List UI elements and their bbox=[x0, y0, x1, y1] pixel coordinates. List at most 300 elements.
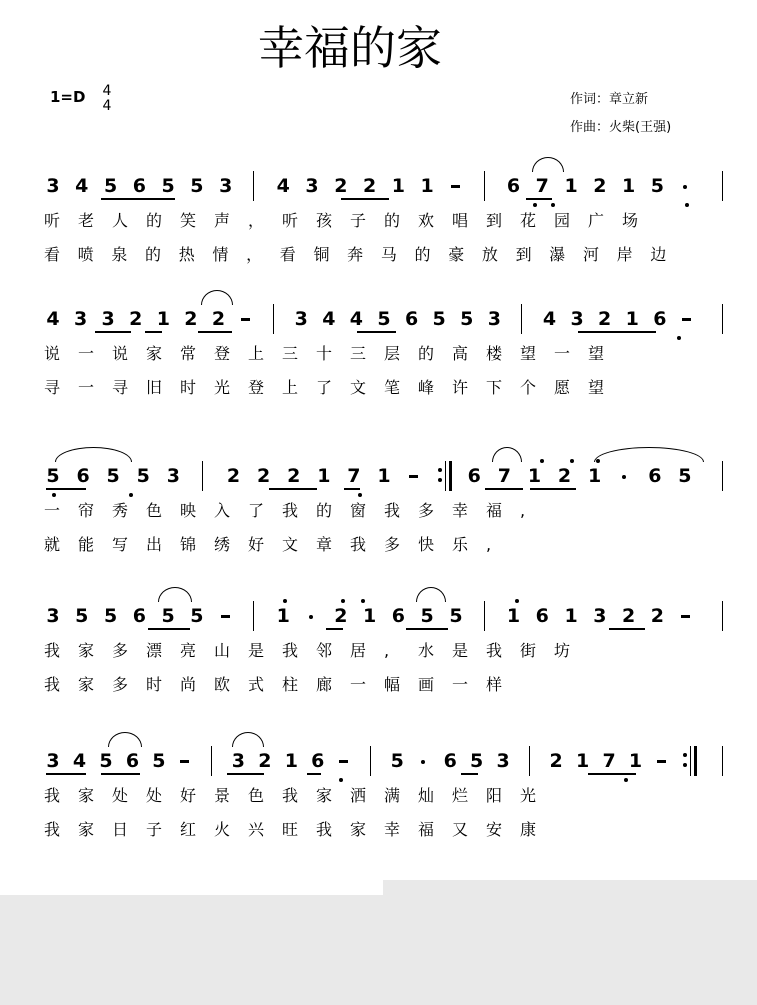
note: 3 bbox=[593, 605, 607, 627]
note: 1 bbox=[588, 465, 602, 487]
note: 6 bbox=[132, 605, 146, 627]
lyric-char: 喷 bbox=[77, 245, 94, 264]
dash-hold bbox=[682, 318, 691, 321]
underline-beam bbox=[148, 628, 190, 630]
bar-line bbox=[253, 601, 254, 631]
lyric-char: 一 bbox=[78, 344, 95, 363]
bar-line-end bbox=[722, 171, 723, 201]
note: 3 bbox=[305, 175, 319, 197]
lyric-char: 常 bbox=[180, 344, 197, 363]
lyric-char: 家 bbox=[78, 675, 95, 694]
note: 5 bbox=[103, 175, 118, 197]
underline-beam bbox=[46, 773, 86, 775]
lyric-char: , bbox=[520, 501, 526, 520]
slur-mark bbox=[594, 447, 704, 462]
note: 3 bbox=[166, 465, 180, 487]
lyric-char: 阳 bbox=[486, 786, 503, 805]
bar-line-end bbox=[722, 461, 723, 491]
lyric-char: 山 bbox=[214, 641, 231, 660]
bar-line bbox=[253, 171, 254, 201]
note: 2 bbox=[593, 175, 607, 197]
lyric-char: 的 bbox=[418, 344, 435, 363]
lyric-char: 处 bbox=[146, 786, 163, 805]
lyric-char: 的 bbox=[145, 245, 162, 264]
key-signature: 1=D bbox=[50, 88, 86, 106]
lyric-char: ， bbox=[246, 245, 263, 264]
lyric-char: 坊 bbox=[554, 641, 571, 660]
note: 5 bbox=[99, 750, 113, 772]
note: 2 bbox=[598, 308, 612, 330]
time-signature bbox=[101, 84, 113, 114]
lyric-char: 幸 bbox=[452, 501, 469, 520]
lyric-char: 马 bbox=[380, 245, 397, 264]
dash-hold bbox=[241, 318, 250, 321]
note: 5 bbox=[190, 175, 204, 197]
lyric-char: 街 bbox=[520, 641, 537, 660]
octave-dot-below bbox=[677, 336, 681, 340]
octave-dot-above bbox=[540, 459, 544, 463]
lyric-char: 烂 bbox=[452, 786, 469, 805]
lyric-char: 我 bbox=[384, 501, 401, 520]
note: 6 bbox=[648, 465, 662, 487]
lyric-char: 灿 bbox=[418, 786, 435, 805]
repeat-bar-thin bbox=[445, 461, 446, 491]
repeat-bar-thin bbox=[690, 746, 691, 776]
dash-hold bbox=[180, 760, 189, 763]
lyric-char: 望 bbox=[588, 378, 605, 397]
lyric-char: 河 bbox=[582, 245, 599, 264]
note: 3 bbox=[46, 750, 60, 772]
note: 1 bbox=[564, 175, 578, 197]
lyric-char: 寻 bbox=[44, 378, 61, 397]
note: 5 bbox=[152, 750, 166, 772]
note: 5 bbox=[470, 750, 484, 772]
repeat-dot bbox=[683, 763, 687, 767]
note: 4 bbox=[349, 308, 364, 330]
lyric-char: 康 bbox=[520, 820, 537, 839]
lyric-char: 好 bbox=[248, 535, 265, 554]
note: 5 bbox=[103, 605, 118, 627]
lyric-char: 高 bbox=[452, 344, 469, 363]
slur-mark bbox=[492, 447, 522, 462]
note: 6 bbox=[391, 605, 405, 627]
lyric-char: 的 bbox=[316, 501, 333, 520]
lyric-char: 景 bbox=[214, 786, 231, 805]
lyric-char: 家 bbox=[350, 820, 367, 839]
underline-beam bbox=[357, 331, 396, 333]
octave-dot-below bbox=[339, 778, 343, 782]
bar-line-end bbox=[722, 746, 723, 776]
note: 6 bbox=[76, 465, 90, 487]
lyric-char: 我 bbox=[282, 501, 299, 520]
note: 2 bbox=[257, 465, 271, 487]
lyric-char: 家 bbox=[146, 344, 163, 363]
lyric-char: , bbox=[486, 535, 492, 554]
lyric-char: 层 bbox=[384, 344, 401, 363]
octave-dot-below bbox=[358, 493, 362, 497]
lyric-char: 我 bbox=[282, 641, 299, 660]
lyric-char: 听 bbox=[282, 211, 299, 230]
bar-line bbox=[484, 601, 485, 631]
underline-beam bbox=[461, 773, 478, 775]
slur-mark bbox=[158, 587, 192, 602]
lyric-char: 泉 bbox=[111, 245, 128, 264]
lyric-char: 我 bbox=[44, 820, 61, 839]
lyric-char: 园 bbox=[554, 211, 571, 230]
lyric-char: 我 bbox=[44, 675, 61, 694]
lyric-char: 时 bbox=[180, 378, 197, 397]
note: 5 bbox=[136, 465, 150, 487]
underline-beam bbox=[485, 488, 523, 490]
note: 3 bbox=[294, 308, 308, 330]
note: 3 bbox=[231, 750, 245, 772]
lyric-char: 旧 bbox=[146, 378, 163, 397]
note: 5 bbox=[106, 465, 120, 487]
note: 2 bbox=[650, 605, 665, 627]
lyric-char: 了 bbox=[316, 378, 333, 397]
octave-dot-below bbox=[533, 203, 537, 207]
lyric-char: 豪 bbox=[448, 245, 465, 264]
underline-beam bbox=[530, 488, 576, 490]
note: 5 bbox=[75, 605, 89, 627]
note: 1 bbox=[391, 175, 405, 197]
lyric-char: 孩 bbox=[316, 211, 333, 230]
slur-mark bbox=[232, 732, 264, 747]
repeat-dot bbox=[438, 478, 442, 482]
note: 5 bbox=[460, 308, 474, 330]
note: 7 bbox=[602, 750, 616, 772]
lyric-char: 一 bbox=[554, 344, 571, 363]
repeat-dot bbox=[683, 753, 687, 757]
slur-mark bbox=[108, 732, 142, 747]
lyric-char: 一 bbox=[44, 501, 61, 520]
note: 3 bbox=[73, 308, 88, 330]
lyric-char: 我 bbox=[486, 641, 503, 660]
lyric-char: 绣 bbox=[214, 535, 231, 554]
lyric-char: 我 bbox=[316, 820, 333, 839]
underline-beam bbox=[269, 488, 317, 490]
slur-mark bbox=[201, 290, 233, 305]
lyric-char: 看 bbox=[279, 245, 296, 264]
octave-dot-above bbox=[361, 599, 365, 603]
meter-top: 4 bbox=[102, 83, 112, 99]
lyric-char: 的 bbox=[414, 245, 431, 264]
lyric-char: 水 bbox=[418, 641, 435, 660]
note: 5 bbox=[650, 175, 665, 197]
bar-line bbox=[521, 304, 522, 334]
note: 4 bbox=[322, 308, 336, 330]
lyric-char: 是 bbox=[452, 641, 469, 660]
octave-dot-above bbox=[341, 599, 345, 603]
augmentation-dot bbox=[309, 615, 313, 619]
note: 2 bbox=[226, 465, 241, 487]
lyric-char: 多 bbox=[112, 675, 129, 694]
lyric-char: 听 bbox=[44, 211, 61, 230]
note: 2 bbox=[184, 308, 198, 330]
lyric-char: 福 bbox=[418, 820, 435, 839]
lyric-char: 欢 bbox=[418, 211, 435, 230]
lyric-char: 邻 bbox=[316, 641, 333, 660]
note: 1 bbox=[156, 308, 170, 330]
note: 7 bbox=[535, 175, 549, 197]
dash-hold bbox=[409, 475, 418, 478]
slur-mark bbox=[532, 157, 564, 172]
note: 4 bbox=[276, 175, 290, 197]
bar-line-end bbox=[722, 601, 723, 631]
note: 2 bbox=[334, 175, 348, 197]
note: 1 bbox=[420, 175, 434, 197]
lyric-char: 场 bbox=[622, 211, 639, 230]
lyric-char: 唱 bbox=[452, 211, 469, 230]
lyric-char: 多 bbox=[384, 535, 401, 554]
lyric-char: 许 bbox=[452, 378, 469, 397]
lyric-char: 出 bbox=[146, 535, 163, 554]
underline-beam bbox=[307, 773, 321, 775]
note: 3 bbox=[496, 750, 510, 772]
underline-beam bbox=[145, 331, 162, 333]
lyric-char: 个 bbox=[520, 378, 537, 397]
note: 2 bbox=[334, 605, 348, 627]
lyric-char: 亮 bbox=[180, 641, 197, 660]
lyric-char: 家 bbox=[316, 786, 333, 805]
lyric-char: 瀑 bbox=[549, 245, 566, 264]
octave-dot-below bbox=[129, 493, 133, 497]
bar-line bbox=[211, 746, 212, 776]
lyric-char: 乐 bbox=[452, 535, 469, 554]
lyric-char: 能 bbox=[78, 535, 95, 554]
note: 1 bbox=[628, 750, 643, 772]
lyric-char: 色 bbox=[146, 501, 163, 520]
lyric-char: 的 bbox=[146, 211, 163, 230]
note: 1 bbox=[362, 605, 377, 627]
repeat-bar-thick bbox=[694, 746, 697, 776]
note: 2 bbox=[211, 308, 226, 330]
note: 4 bbox=[72, 750, 87, 772]
lyric-char: 就 bbox=[44, 535, 61, 554]
note: 3 bbox=[570, 308, 584, 330]
underline-beam bbox=[341, 198, 389, 200]
lyric-char: 峰 bbox=[418, 378, 435, 397]
lyric-char: 快 bbox=[418, 535, 435, 554]
lyric-char: 下 bbox=[486, 378, 503, 397]
lyric-char: ， bbox=[248, 211, 265, 230]
octave-dot-above bbox=[515, 599, 519, 603]
lyric-char: 我 bbox=[282, 786, 299, 805]
lyric-char: 福 bbox=[486, 501, 503, 520]
lyric-char: 说 bbox=[44, 344, 61, 363]
lyric-char: 到 bbox=[486, 211, 503, 230]
note: 5 bbox=[432, 308, 446, 330]
note: 2 bbox=[362, 175, 377, 197]
note: 6 bbox=[311, 750, 325, 772]
note: 5 bbox=[46, 465, 60, 487]
lyric-char: 我 bbox=[44, 641, 61, 660]
lyric-char: 放 bbox=[481, 245, 498, 264]
note: 2 bbox=[557, 465, 572, 487]
lyric-char: 火 bbox=[214, 820, 231, 839]
underline-beam bbox=[578, 331, 656, 333]
lyric-char: 看 bbox=[44, 245, 61, 264]
note: 5 bbox=[161, 175, 175, 197]
octave-dot-below bbox=[685, 203, 689, 207]
lyric-char: 三 bbox=[282, 344, 299, 363]
lyric-char: 是 bbox=[248, 641, 265, 660]
lyric-char: 上 bbox=[282, 378, 299, 397]
note: 3 bbox=[46, 605, 60, 627]
bar-line bbox=[370, 746, 371, 776]
lyric-char: 子 bbox=[146, 820, 163, 839]
lyric-char: 式 bbox=[248, 675, 265, 694]
lyric-char: 的 bbox=[384, 211, 401, 230]
note: 3 bbox=[46, 175, 60, 197]
lyric-char: 柱 bbox=[282, 675, 299, 694]
lyricist-credit: 作词：章立新 bbox=[570, 92, 649, 107]
lyric-char: 锦 bbox=[180, 535, 197, 554]
lyric-char: 文 bbox=[350, 378, 367, 397]
augmentation-dot bbox=[622, 475, 626, 479]
lyric-char: 我 bbox=[44, 786, 61, 805]
repeat-dot bbox=[438, 468, 442, 472]
note: 2 bbox=[129, 308, 143, 330]
lyric-char: 旺 bbox=[282, 820, 299, 839]
lyric-char: 我 bbox=[350, 535, 367, 554]
lyric-char: 兴 bbox=[248, 820, 265, 839]
lyric-char: 尚 bbox=[180, 675, 197, 694]
note: 4 bbox=[542, 308, 557, 330]
lyric-char: 帘 bbox=[78, 501, 95, 520]
lyric-char: 居 bbox=[350, 641, 367, 660]
note: 6 bbox=[443, 750, 457, 772]
note: 5 bbox=[190, 605, 204, 627]
bar-line bbox=[484, 171, 485, 201]
lyric-char: 时 bbox=[146, 675, 163, 694]
underline-beam bbox=[406, 628, 448, 630]
lyric-char: 洒 bbox=[350, 786, 367, 805]
underline-beam bbox=[227, 773, 264, 775]
underline-beam bbox=[588, 773, 636, 775]
lyric-char: 人 bbox=[112, 211, 129, 230]
lyric-char: 说 bbox=[112, 344, 129, 363]
lyric-char: 样 bbox=[486, 675, 503, 694]
lyric-char: 了 bbox=[248, 501, 265, 520]
lyric-char: 欧 bbox=[214, 675, 231, 694]
lyric-char: 光 bbox=[214, 378, 231, 397]
octave-dot-below bbox=[52, 493, 56, 497]
note: 2 bbox=[258, 750, 272, 772]
lyric-char: 花 bbox=[520, 211, 537, 230]
note: 1 bbox=[506, 605, 521, 627]
lyric-char: 光 bbox=[520, 786, 537, 805]
lyric-char: 好 bbox=[180, 786, 197, 805]
lyric-char: 笑 bbox=[180, 211, 197, 230]
bar-line bbox=[529, 746, 530, 776]
underline-beam bbox=[95, 331, 131, 333]
lyric-char: 到 bbox=[515, 245, 532, 264]
footer-area bbox=[0, 895, 757, 1005]
lyric-char: 老 bbox=[78, 211, 95, 230]
note: 1 bbox=[625, 308, 639, 330]
lyric-char: 广 bbox=[588, 211, 605, 230]
lyric-char: 上 bbox=[248, 344, 265, 363]
lyric-char: , bbox=[384, 641, 390, 660]
octave-dot-above bbox=[570, 459, 574, 463]
lyric-char: 多 bbox=[418, 501, 435, 520]
lyric-char: 日 bbox=[112, 820, 129, 839]
note: 1 bbox=[317, 465, 331, 487]
bar-line bbox=[273, 304, 274, 334]
note: 6 bbox=[404, 308, 419, 330]
note: 5 bbox=[678, 465, 692, 487]
lyric-char: 登 bbox=[214, 344, 231, 363]
lyric-char: 秀 bbox=[112, 501, 129, 520]
lyric-char: 情 bbox=[212, 245, 229, 264]
lyric-char: 三 bbox=[350, 344, 367, 363]
lyric-char: 楼 bbox=[486, 344, 503, 363]
note: 6 bbox=[653, 308, 667, 330]
lyric-char: 满 bbox=[384, 786, 401, 805]
slur-mark bbox=[416, 587, 446, 602]
note: 1 bbox=[564, 605, 578, 627]
bar-line bbox=[202, 461, 203, 491]
dash-hold bbox=[451, 185, 460, 188]
lyric-char: 望 bbox=[588, 344, 605, 363]
note: 5 bbox=[390, 750, 404, 772]
note: 7 bbox=[347, 465, 361, 487]
lyric-char: 笔 bbox=[384, 378, 401, 397]
lyric-char: 愿 bbox=[554, 378, 571, 397]
slur-mark bbox=[55, 447, 132, 462]
augmentation-dot bbox=[683, 185, 687, 189]
note: 5 bbox=[377, 308, 391, 330]
note: 2 bbox=[287, 465, 301, 487]
dash-hold bbox=[339, 760, 348, 763]
lyric-char: 多 bbox=[112, 641, 129, 660]
lyric-char: 入 bbox=[214, 501, 231, 520]
underline-beam bbox=[526, 198, 552, 200]
underline-beam bbox=[101, 198, 175, 200]
note: 5 bbox=[420, 605, 434, 627]
lyric-char: 安 bbox=[486, 820, 503, 839]
dash-hold bbox=[657, 760, 666, 763]
note: 6 bbox=[535, 605, 549, 627]
note: 6 bbox=[132, 175, 146, 197]
lyric-char: 一 bbox=[452, 675, 469, 694]
lyric-char: 岸 bbox=[616, 245, 633, 264]
note: 4 bbox=[75, 175, 89, 197]
note: 4 bbox=[46, 308, 60, 330]
note: 1 bbox=[527, 465, 542, 487]
underline-beam bbox=[326, 628, 343, 630]
lyric-char: 家 bbox=[78, 786, 95, 805]
note: 1 bbox=[284, 750, 298, 772]
note: 1 bbox=[377, 465, 391, 487]
underline-beam bbox=[609, 628, 645, 630]
underline-beam bbox=[198, 331, 232, 333]
lyric-char: 热 bbox=[178, 245, 195, 264]
note: 5 bbox=[449, 605, 463, 627]
lyric-char: 色 bbox=[248, 786, 265, 805]
note: 6 bbox=[506, 175, 521, 197]
underline-beam bbox=[46, 488, 86, 490]
lyric-char: 一 bbox=[78, 378, 95, 397]
lyric-char: 写 bbox=[112, 535, 129, 554]
lyric-char: 红 bbox=[180, 820, 197, 839]
note: 2 bbox=[549, 750, 563, 772]
repeat-bar-thick bbox=[449, 461, 452, 491]
dash-hold bbox=[681, 615, 690, 618]
lyric-char: 铜 bbox=[313, 245, 330, 264]
lyric-char: 廊 bbox=[316, 675, 333, 694]
